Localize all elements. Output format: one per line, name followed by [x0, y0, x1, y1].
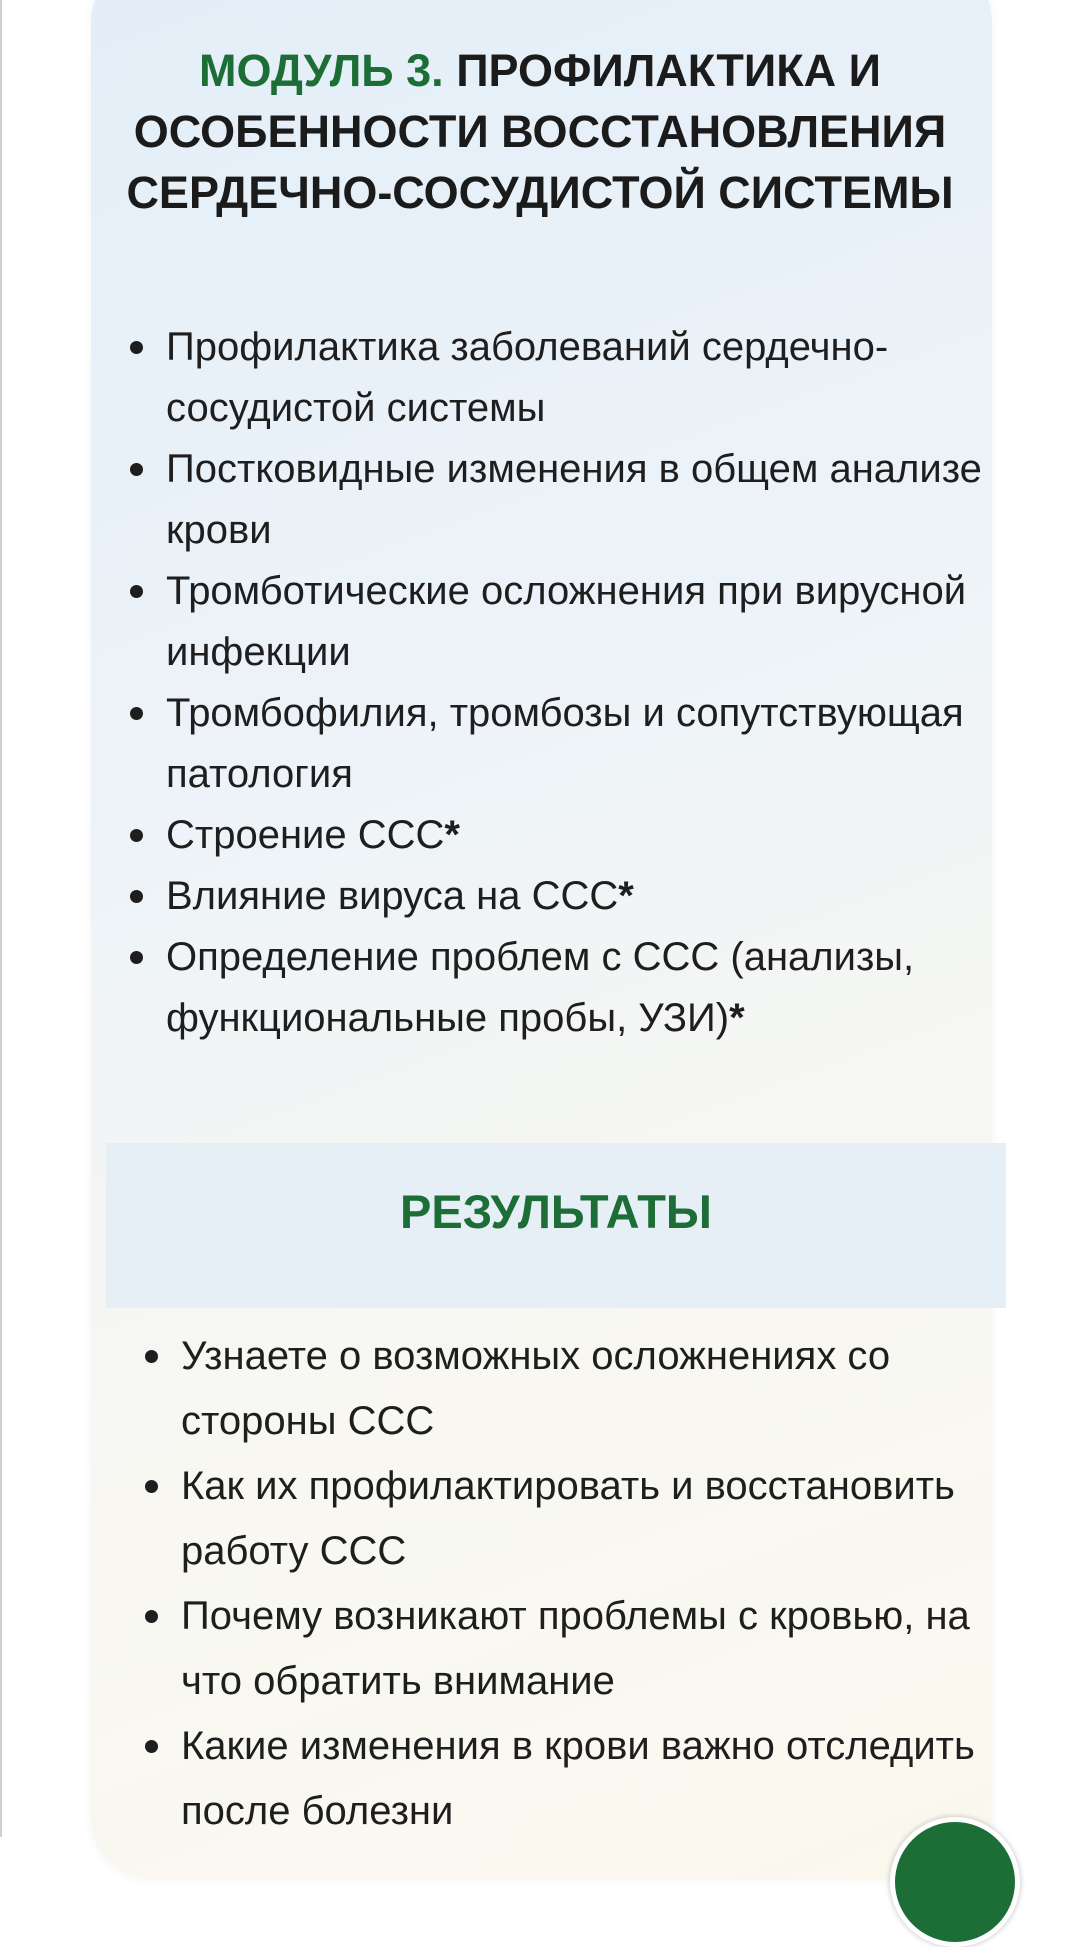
list-item: Как их профилактировать и восстановить работу ССС: [181, 1454, 981, 1584]
list-item: Постковидные изменения в общем анализе крови: [166, 439, 986, 561]
list-item: Почему возникают проблемы с кровью, на что обратить внимание: [181, 1584, 981, 1714]
results-list: [181, 1324, 981, 1844]
module-title-text: ПРОФИЛАКТИКА И ОСОБЕННОСТИ ВОССТАНОВЛЕНИЯ СЕРДЕЧНО-СОСУДИСТОЙ СИСТЕМЫ: [126, 45, 954, 218]
page-left-border: [0, 0, 2, 1837]
module-title: [118, 40, 962, 223]
list-item: Тромботические осложнения при вирусной инфекции: [166, 561, 986, 683]
list-item: Влияние вируса на ССС*: [166, 866, 986, 927]
module-number: МОДУЛЬ 3.: [198, 45, 444, 96]
list-item: Какие изменения в крови важно отследить после болезни: [181, 1714, 981, 1844]
list-item: Узнаете о возможных осложнениях со стороны ССС: [181, 1324, 981, 1454]
list-item: Строение ССС*: [166, 805, 986, 866]
list-item: Определение проблем с ССС (анализы, функциональные пробы, УЗИ)*: [166, 927, 986, 1049]
module-topics-list: [166, 317, 986, 1049]
list-item: Тромбофилия, тромбозы и сопутствующая патология: [166, 683, 986, 805]
results-title: РЕЗУЛЬТАТЫ: [400, 1185, 712, 1238]
list-item: Профилактика заболеваний сердечно-сосудистой системы: [166, 317, 986, 439]
